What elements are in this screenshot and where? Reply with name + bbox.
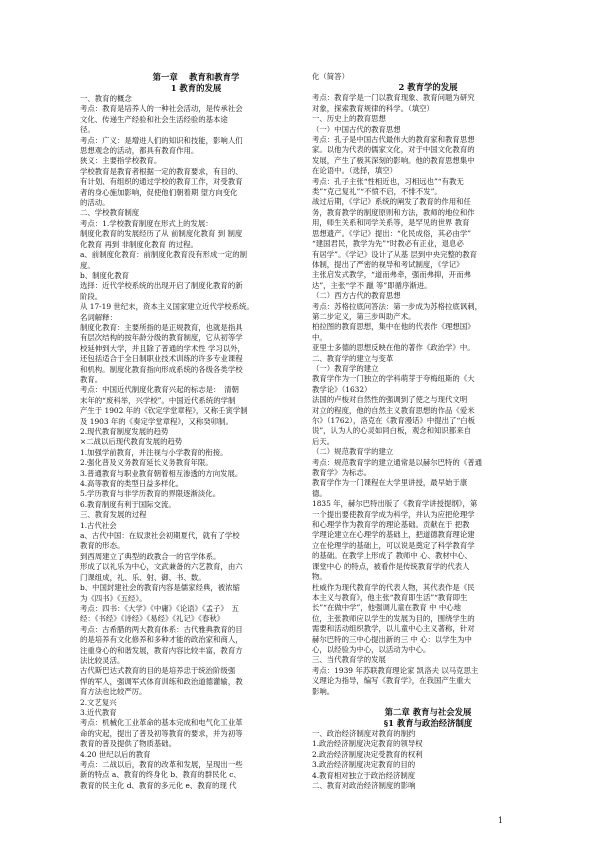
- text-line: 3.近代教育: [80, 707, 117, 717]
- text-line: 考点：孔子是中国古代最伟大的教育家和教育思想: [312, 135, 475, 145]
- text-line: 1.加强学前教育，并注视与小学教育的衔接。: [80, 447, 228, 457]
- text-line: 4.高等教育的类型日益多样化。: [80, 479, 184, 489]
- text-line: 还包括适合于全日制职业技术训练的许多专业课程: [80, 354, 243, 364]
- text-line: 考点：规范教育学的建立通常是以赫尔巴特的《普通: [312, 457, 482, 467]
- text-line: 三、当代教育学的发展: [312, 655, 386, 665]
- text-line: 5.学历教育与非学历教育的界限逐渐淡化。: [80, 489, 221, 499]
- text-line: 门课组成，礼、乐、射、御、书、数。: [80, 572, 206, 582]
- section-heading: §1 教育与政治经济制度: [383, 717, 473, 728]
- text-line: 本主义与教育》，他主张“教育即生活”“教育即生: [312, 592, 468, 602]
- text-line: 课堂中心 的特点，被看作是传统教育学的代表人: [312, 561, 470, 571]
- text-line: 学校教育是教育者根据一定的教育要求，有目的、: [80, 166, 243, 176]
- text-line: 2.现代教育制度发展的趋势: [80, 427, 169, 436]
- text-line: 一个提出要使教育学成为科学，并认为应把伦理学: [312, 509, 475, 519]
- text-line: 杜威作为现代教育学的代表人物，其代表作是《民: [312, 582, 475, 592]
- text-line: 考点：广义：是增进人们的知识和技能，影响人们: [80, 135, 243, 145]
- section-heading: 2 教育学的发展: [398, 82, 458, 93]
- text-line: （一）中国古代的教育思想: [312, 124, 401, 134]
- section-heading: 第二章 教育与社会发展: [384, 706, 472, 717]
- text-line: 命的灾起，提出了普及初等教育的要求，并为初等: [80, 728, 243, 738]
- text-line: 发展，产生了极其深刻的影响。他的教育思想集中: [312, 155, 475, 165]
- text-line: ×二战以后现代教育发展的趋势: [80, 437, 183, 447]
- text-line: 考点：教育是培养人的一种社会活动，是传承社会: [80, 104, 243, 114]
- text-line: 有居学”。《学记》设计了从基 层到中央完整的教育: [312, 249, 478, 259]
- text-line: 有层次结构的按年龄分级的教育制度，它从初等学: [80, 333, 243, 343]
- text-line: 考点：1939 年苏联教育理论家 凯洛夫 以马克思主: [312, 665, 479, 675]
- text-line: 二、教育学的建立与变革: [312, 353, 394, 363]
- text-line: 长”“在做中学”，他强调儿童在教育 中 中心地: [312, 603, 462, 613]
- text-line: 学理论建立在心理学的基础上，把道德教育理论建: [312, 530, 475, 540]
- text-line: 新的特点 a、教育的终身化 b、教育的群民化 c、: [80, 770, 241, 780]
- text-line: （一）教育学的建立: [312, 363, 379, 373]
- text-line: 第二步定义，第三步叫助产术。: [312, 311, 416, 321]
- text-line: 有计划、有组织的通过学校的教育工作，对受教育: [80, 177, 243, 187]
- text-line: 考点：教育学是一门以教育现象、教育问题为研究: [312, 93, 475, 103]
- text-line: 需要和活动组织教学，以儿童中心主义著称，针对: [312, 624, 475, 634]
- text-line: 对立的程度，他的自然主义教育思想的作品《爱米: [312, 405, 475, 415]
- right-column: [312, 72, 544, 791]
- text-line: 文化、传递生产经验和社会生活经验的基本途: [80, 114, 228, 124]
- text-line: 一、政治经济制度对教育的制约: [312, 728, 416, 738]
- text-line: 法比较灵活。: [80, 655, 125, 665]
- text-line: 考点：孔子主张“性相近也，习相远也”“有教无: [312, 176, 464, 186]
- text-line: 后天。: [312, 436, 335, 446]
- text-line: 考点：机械化工业革命的基本完成和电气化工业革: [80, 718, 243, 728]
- text-line: 类”“克己复礼”“不愤不启，不悱不发”。: [312, 187, 442, 197]
- text-line: 及 1903 年的《奏定学堂章程》，又称癸卯制。: [80, 416, 233, 426]
- text-line: 校延伸到大学，并且除了普通的学术性 学习以外，: [80, 343, 245, 353]
- text-line: 产生于 1902 年的《钦定学堂章程》，又称壬寅学制: [80, 406, 248, 416]
- text-line: 度。: [80, 260, 95, 270]
- text-line: 的基础。在教学上形成了 教师中 心、教材中心、: [312, 551, 472, 561]
- text-line: 教育的民主化 d、教育的多元化 e、教育的现 代: [80, 780, 237, 790]
- text-line: 考点：1.学校教育制度在形式上的发展：: [80, 218, 213, 228]
- left-column: [80, 72, 312, 791]
- text-line: （二）西方古代的教育思想: [312, 291, 401, 301]
- text-line: 末年的“废科举，兴学校”。中国近代系统的学制: [80, 395, 236, 405]
- text-line: 从 17-19 世纪末，资本主义国家建立近代学校系统。: [80, 302, 254, 312]
- text-line: 3.政治经济制度决定教育的目的: [312, 760, 416, 770]
- text-line: 对象，探索教育规律的科学。（填空）: [312, 103, 434, 113]
- text-line: 物。: [312, 572, 327, 582]
- text-line: 化（简答）: [312, 72, 349, 81]
- text-line: 者的身心施加影响，促使他们朝着期 望方向变化: [80, 187, 238, 197]
- text-line: 教学论》（1632）: [312, 384, 372, 394]
- text-line: 考点：苏格拉底问答法：第一步成为苏格拉底讽刺，: [312, 301, 482, 311]
- text-line: 3.普通教育与职业教育朝着相互渗透的方向发展。: [80, 468, 243, 478]
- text-line: 古代斯巴达式教育的目的是培养忠于统治阶级强: [80, 666, 236, 676]
- text-line: 1.古代社会: [80, 520, 117, 530]
- text-line: 的是培养有文化修养和多种才能的政治家和商人，: [80, 635, 243, 645]
- text-line: 2.政治经济制度决定受教育的权利: [312, 749, 423, 759]
- text-line: 在论语中。（选择，填空）: [312, 166, 397, 176]
- text-line: 家。以他为代表的儒家文化，对于中国文化教育的: [312, 145, 475, 155]
- text-line: 形成了以礼乐为中心，文武兼备的六艺教育，由六: [80, 562, 243, 572]
- text-line: 教育的普及提供了物质基础。: [80, 739, 177, 749]
- text-line: 为《四书》《五经》。: [80, 593, 147, 603]
- text-line: 2.文艺复兴: [80, 697, 117, 707]
- text-line: 考点：古希腊的两大教育体系：古代雅典教育的目: [80, 624, 243, 634]
- text-line: 2.强化普及义务教育延长义务教育年限。: [80, 458, 213, 468]
- text-line: 主张启发式教学，“道而弗牵，强而弗抑，开而弗: [312, 270, 471, 280]
- text-line: 二、学校教育制度: [80, 208, 140, 218]
- text-line: 影响。: [312, 686, 335, 696]
- text-line: 教育学》为标志。: [312, 468, 372, 478]
- text-line: 4.教育相对独立于政治经济制度: [312, 770, 416, 780]
- text-line: 和机构。制度化教育指向形成系统的各级各类学校: [80, 364, 243, 374]
- text-line: 化教育 再到 非制度化教育 的过程。: [80, 239, 198, 249]
- text-line: 注重身心的和谐发展，教育内容比较丰富，教育方: [80, 645, 243, 655]
- text-line: 二、教育对政治经济制度的影响: [312, 781, 416, 790]
- text-line: 制度化教育的发展经历了从 前制度化教育 到 制度: [80, 229, 243, 239]
- text-line: 育方法也比较严厉。: [80, 687, 147, 697]
- text-line: b、制度化教育: [80, 270, 130, 280]
- text-line: 用，师生关系和同学关系等，是罕见的世界 教育: [312, 218, 470, 228]
- text-line: 阶段。: [80, 291, 103, 301]
- text-line: 尔》（1762），洛克在《教育漫话》中提出了“白板: [312, 416, 476, 425]
- text-line: b、中国封建社会的教育内容是儒家经典，被浓缩: [80, 583, 240, 593]
- text-line: 和心理学作为教育学的理论基础。贡献在于 把教: [312, 520, 470, 530]
- text-line: 教育的形态。: [80, 541, 125, 551]
- text-line: 选择：近代学校系统的出现开启了制度化教育的新: [80, 281, 243, 291]
- text-line: a、前制度化教育：前制度化教育没有形成一定的制: [80, 250, 248, 260]
- text-line: 赫尔巴特的三中心提出新的三 中 心：以学生为中: [312, 634, 472, 644]
- text-line: 体制，提出了严密的视导和考试制度，《学记》: [312, 259, 464, 269]
- text-line: 4.20 世纪以后的教育: [80, 749, 151, 759]
- text-line: 考点：四书：《大学》《中庸》《论语》《孟子》 五: [80, 603, 239, 613]
- text-line: 到西周建立了典型的政教合一的官学体系。: [80, 551, 221, 561]
- text-line: 教育学作为一门课程在大学里讲授，最早始于康: [312, 478, 468, 488]
- text-line: 考点：中国近代制度化教育兴起的标志是： 清朝: [80, 385, 239, 395]
- text-line: 中。: [312, 332, 327, 342]
- text-line: 三、教育发展的过程: [80, 510, 147, 520]
- text-line: 名词解释：: [80, 312, 117, 322]
- text-line: （二）规范教育学的建立: [312, 447, 394, 457]
- text-line: 心，以经验为中心，以活动为中心。: [312, 644, 431, 654]
- text-line: 法国的卢梭对自然性的强调到了使之与现代文明: [312, 395, 468, 405]
- text-line: 教育。: [80, 374, 103, 384]
- text-line: 柏拉图的教育思想，集中在他的代表作《理想国》: [312, 322, 475, 332]
- text-line: 亚里士多德的思想反映在他的著作《政治学》中。: [312, 343, 475, 353]
- text-line: 思想遗产。《学记》提出：“化民成俗，其必由学”: [312, 228, 472, 238]
- text-line: 说”，认为人的心灵如同白板，观念和知识都来自: [312, 426, 471, 436]
- text-line: 务，教育教学的制度原则和方法，教师的地位和作: [312, 207, 475, 217]
- text-line: 德。: [312, 488, 327, 498]
- section-heading: 第一章 教育和教育学: [152, 72, 240, 82]
- text-line: 战过后期，《学记》系统的阐发了教育的作用和任: [312, 197, 471, 207]
- section-gap: [312, 697, 544, 707]
- text-line: 制度化教育：主要所指的是正规教育，也就是指具: [80, 322, 243, 332]
- text-line: 悍的军人，强调军式体育训练和政治道德灌输，教: [80, 676, 243, 686]
- text-line: 教育学作为一门独立的学科萌芽于夸梅纽斯的《大: [312, 374, 475, 384]
- text-line: a、古代中国：在奴隶社会初期夏代，就有了学校: [80, 531, 240, 541]
- text-line: 径。: [80, 125, 95, 135]
- text-line: 达”，主张“学不 躐 等”即循序渐进。: [312, 280, 432, 290]
- text-line: “建国君民，教学为先”“时教必有正业，退息必: [312, 239, 464, 249]
- text-line: 6.教育制度有利于国际交流。: [80, 499, 176, 509]
- text-line: 1835 年，赫尔巴特出版了《教育学讲授提纲》，第: [312, 499, 478, 509]
- text-line: 一、教育的概念: [80, 94, 132, 103]
- section-heading: 1 教育的发展: [170, 83, 222, 93]
- text-line: 1.政治经济制度决定教育的领导权: [312, 739, 423, 749]
- text-line: 义理论为指导，编写《教育学》，在我国产生重大: [312, 676, 471, 686]
- text-line: 一、历史上的教育思想: [312, 114, 386, 124]
- text-line: 狭义：主要指学校教育。: [80, 156, 162, 166]
- text-line: 位，主张教师应以学生的发展为目的，围绕学生的: [312, 613, 475, 623]
- text-line: 立在伦理学的基础上，可以说是奠定了科学教育学: [312, 540, 475, 550]
- text-line: 思想观念的活动，都具有教育作用。: [80, 146, 199, 156]
- text-line: 考点：二战以后，教育的改革和发展，呈现出一些: [80, 760, 243, 769]
- text-line: 的活动。: [80, 198, 110, 208]
- page-number: 1: [498, 816, 504, 825]
- text-line: 经：《书经》《诗经》《易经》《礼记》《春秋》: [80, 614, 225, 624]
